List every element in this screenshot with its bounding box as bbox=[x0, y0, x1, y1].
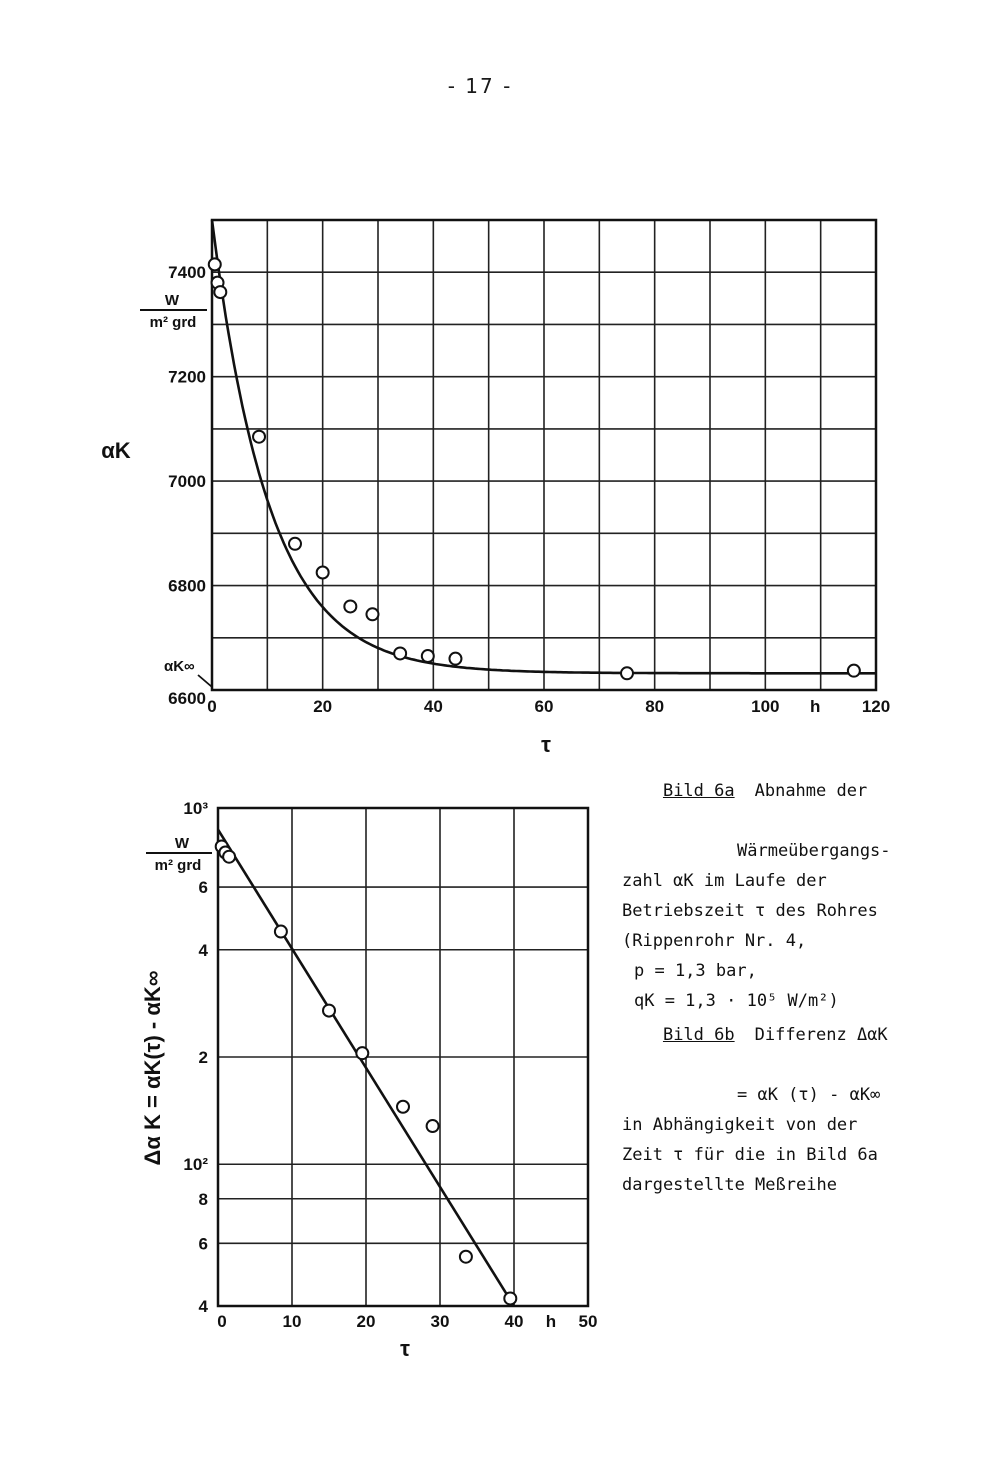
chart-6b-x-tick-label: 30 bbox=[430, 1312, 450, 1331]
caption-6a-line: qK = 1,3 · 10⁵ W/m²) bbox=[634, 991, 839, 1011]
chart-6b-point bbox=[356, 1047, 368, 1059]
chart-6b-y-tick-label: 10² bbox=[183, 1155, 208, 1175]
chart-6b-point bbox=[427, 1120, 439, 1132]
chart-6b-x-tick-label: 50 bbox=[578, 1312, 598, 1331]
chart-6a-grid bbox=[212, 220, 876, 690]
chart-6b-y-tick-label: 6 bbox=[198, 878, 208, 898]
chart-6a-points bbox=[209, 258, 860, 679]
chart-6b-y-tick-label: 8 bbox=[198, 1189, 208, 1209]
chart-6a-point bbox=[422, 650, 434, 662]
chart-6a bbox=[101, 220, 890, 757]
chart-6b-x-tick-label: 20 bbox=[356, 1312, 376, 1331]
chart-6a-point bbox=[344, 600, 356, 612]
chart-6b-x-tick-label: 40 bbox=[504, 1312, 524, 1331]
chart-6a-point bbox=[253, 431, 265, 443]
chart-6a-x-tick-label: 40 bbox=[423, 697, 443, 716]
chart-6b-point bbox=[223, 851, 235, 863]
caption-bild-6a bbox=[622, 746, 962, 1016]
chart-6a-x-tick-label: 80 bbox=[645, 697, 665, 716]
chart-6b-point bbox=[323, 1005, 335, 1017]
chart-6a-point bbox=[621, 667, 633, 679]
chart-6b-y-tick-label: 4 bbox=[198, 1297, 208, 1316]
caption-6b-line: dargestellte Meßreihe bbox=[622, 1175, 837, 1195]
chart-6a-y-tick-label: 7000 bbox=[168, 472, 206, 492]
chart-6a-point bbox=[848, 665, 860, 677]
chart-6a-y-axis-label: αK bbox=[101, 438, 131, 463]
chart-6a-x-tick-label: 100 bbox=[751, 697, 780, 716]
chart-6b-unit-denominator: m² grd bbox=[154, 857, 202, 874]
chart-6b-y-ticks bbox=[183, 799, 208, 1316]
chart-6b-unit-numerator: W bbox=[174, 835, 190, 852]
caption-6b-line: Differenz ΔαK bbox=[754, 1025, 888, 1045]
chart-6a-point bbox=[289, 538, 301, 550]
chart-6b bbox=[140, 799, 597, 1361]
chart-6b-y-tick-label: 6 bbox=[198, 1234, 208, 1254]
chart-6a-y-tick-label: 7200 bbox=[168, 367, 206, 387]
chart-6a-asymptote-label: αK∞ bbox=[164, 658, 195, 675]
caption-6b-line: = αK (τ) - αK∞ bbox=[737, 1085, 881, 1105]
chart-6a-x-tick-label: h bbox=[809, 697, 821, 716]
caption-6a-line: p = 1,3 bar, bbox=[634, 961, 757, 981]
caption-bild-6b bbox=[622, 990, 962, 1200]
caption-6b-title: Bild 6b bbox=[662, 1025, 735, 1045]
chart-6b-point bbox=[275, 926, 287, 938]
chart-6a-y-tick-label: 6800 bbox=[168, 576, 206, 596]
page-number: - 17 - bbox=[447, 74, 513, 98]
chart-6a-point bbox=[317, 567, 329, 579]
chart-6b-point bbox=[460, 1251, 472, 1263]
chart-6a-x-ticks bbox=[207, 697, 890, 716]
chart-6b-x-tick-label: h bbox=[545, 1312, 557, 1331]
chart-6a-x-tick-label: 120 bbox=[861, 697, 891, 716]
caption-6a-line: Wärmeübergangs- bbox=[737, 841, 891, 861]
chart-6a-unit-numerator: W bbox=[164, 292, 180, 309]
chart-6a-y-tick-label: 6600 bbox=[168, 689, 206, 708]
chart-6b-x-tick-label: 10 bbox=[282, 1312, 302, 1331]
chart-6b-x-tick-label: 0 bbox=[217, 1312, 227, 1331]
chart-6b-y-tick-label: 4 bbox=[198, 940, 208, 960]
chart-6a-point bbox=[366, 608, 378, 620]
caption-6a-title: Bild 6a bbox=[662, 781, 735, 801]
chart-6a-point bbox=[214, 286, 226, 298]
chart-6a-x-axis-label: τ bbox=[541, 732, 551, 757]
chart-6b-y-tick-label: 2 bbox=[198, 1048, 208, 1067]
chart-6b-y-tick-label: 10³ bbox=[183, 799, 208, 818]
caption-6b-line: in Abhängigkeit von der bbox=[622, 1115, 858, 1135]
chart-6b-point bbox=[504, 1292, 516, 1304]
caption-6a-line: Abnahme der bbox=[754, 781, 868, 801]
chart-6b-y-axis-label: Δα K = αK(τ) - αK∞ bbox=[140, 970, 165, 1166]
caption-6a-line: (Rippenrohr Nr. 4, bbox=[622, 931, 807, 951]
chart-6a-unit-denominator: m² grd bbox=[149, 314, 197, 331]
caption-6b-line: Zeit τ für die in Bild 6a bbox=[622, 1145, 878, 1165]
chart-6b-x-ticks bbox=[217, 1312, 597, 1331]
chart-6a-x-tick-label: 20 bbox=[313, 697, 333, 716]
chart-6a-y-tick-label: 7400 bbox=[168, 263, 206, 283]
chart-6a-point bbox=[209, 258, 221, 270]
chart-6b-point bbox=[397, 1101, 409, 1113]
chart-6a-asymptote-leader bbox=[198, 675, 212, 687]
chart-6a-point bbox=[394, 647, 406, 659]
chart-6b-x-axis-label: τ bbox=[400, 1336, 410, 1361]
chart-6a-point bbox=[449, 653, 461, 665]
chart-6a-x-tick-label: 0 bbox=[207, 697, 217, 716]
chart-6b-grid bbox=[218, 808, 588, 1306]
caption-6a-line: Betriebszeit τ des Rohres bbox=[622, 901, 878, 921]
caption-6a-line: zahl αK im Laufe der bbox=[622, 871, 827, 891]
chart-6a-x-tick-label: 60 bbox=[534, 697, 554, 716]
